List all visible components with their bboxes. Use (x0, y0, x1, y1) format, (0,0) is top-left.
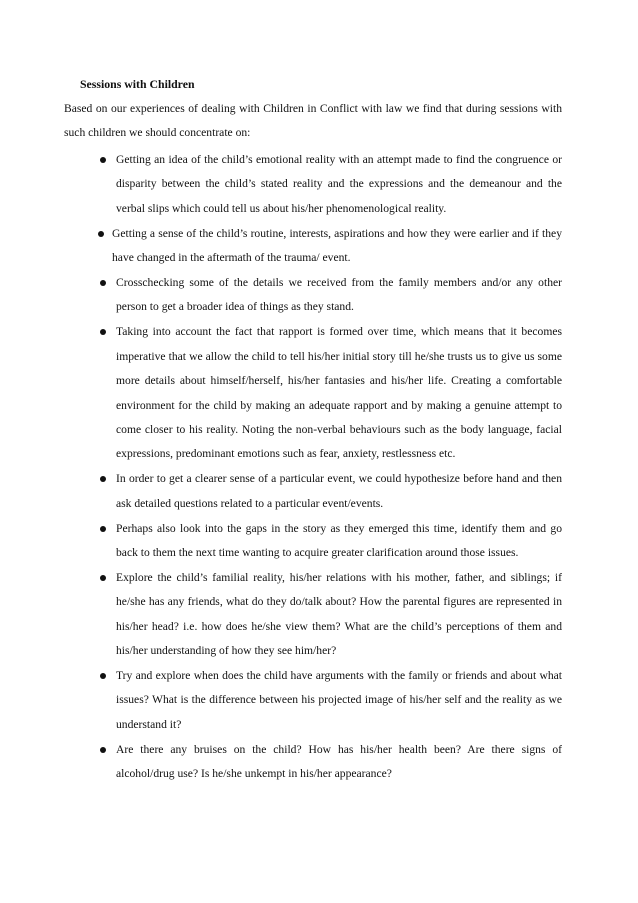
list-item-text: Try and explore when does the child have arguments with the family or friends and about what issues? What is the difference between his projected image of his/her self and the reality as we understand it? (116, 669, 562, 731)
list-item-text: Explore the child’s familial reality, his/her relations with his mother, father, and siblings; if he/she has any friends, what do they do/talk about? How the parental figures are represented in his/her head? i.e. how does he/she view them? What are the child’s perceptions of them and his/her understanding of how they see him/her? (116, 570, 562, 658)
list-item-text: Crosschecking some of the details we received from the family members and/or any other person to get a broader idea of things as they stand. (116, 276, 562, 314)
document-body (64, 76, 562, 787)
list-item (80, 148, 562, 221)
list-item (80, 566, 562, 664)
bullet-dot-icon (100, 280, 106, 286)
list-item (80, 517, 562, 566)
list-item (80, 467, 562, 516)
list-item-text: Are there any bruises on the child? How has his/her health been? Are there signs of alcohol/drug use? Is he/she unkempt in his/her appearance? (116, 742, 562, 781)
intro-paragraph: Based on our experiences of dealing with Children in Conflict with law we find that during sessions with such children we should concentrate on: (64, 102, 562, 139)
list-item-text: Getting an idea of the child’s emotional reality with an attempt made to find the congruence or disparity between the child’s stated reality and the expressions and the demeanour and the verbal slips which could tell us about his/her phenomenological reality. (116, 153, 562, 215)
list-item-text: Perhaps also look into the gaps in the story as they emerged this time, identify them and go back to them the next time wanting to acquire greater clarification around those issues. (116, 521, 562, 559)
bullet-dot-icon (100, 526, 106, 532)
bullet-list (80, 148, 562, 787)
bullet-dot-icon (100, 575, 106, 581)
list-item (80, 222, 562, 271)
bullet-dot-icon (100, 157, 106, 163)
list-item-text: Getting a sense of the child’s routine, interests, aspirations and how they were earlier and if they have changed in the aftermath of the trauma/ event. (112, 226, 562, 265)
list-item-text: In order to get a clearer sense of a particular event, we could hypothesize before hand and then ask detailed questions related to a particular event/events. (116, 472, 562, 510)
list-item (80, 738, 562, 787)
bullet-dot-icon (98, 231, 104, 237)
list-item (80, 320, 562, 466)
list-item (80, 664, 562, 737)
bullet-dot-icon (100, 747, 106, 753)
bullet-dot-icon (100, 329, 106, 335)
list-item-text: Taking into account the fact that rapport is formed over time, which means that it becomes imperative that we allow the child to tell his/her initial story till he/she trusts us to give us some more details about himself/herself, his/her fantasies and his/her life. Creating a comfortable environment for the child by making an adequate rapport and by making a genuine attempt to come closer to his reality. Noting the non-verbal behaviours such as the body language, facial expressions, predominant emotions such as fear, anxiety, restlessness etc. (116, 325, 562, 461)
section-title: Sessions with Children (80, 77, 195, 91)
list-item (80, 271, 562, 320)
bullet-dot-icon (100, 476, 106, 482)
bullet-dot-icon (100, 673, 106, 679)
